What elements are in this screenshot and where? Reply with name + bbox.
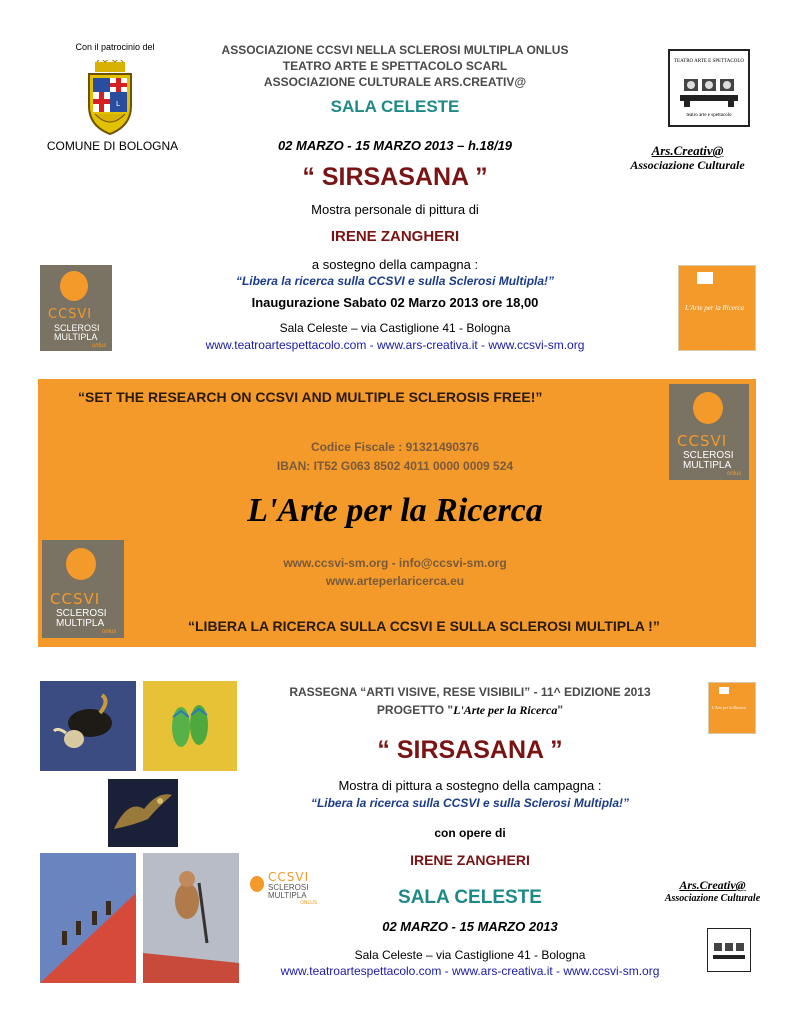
banner-english-slogan: “SET THE RESEARCH ON CCSVI AND MULTIPLE SCLEROSIS FREE!”	[78, 389, 543, 405]
org-line-1: ASSOCIAZIONE CCSVI NELLA SCLEROSI MULTIPLA ONLUS	[221, 43, 569, 57]
card-caption: L'Arte per la Ricerca	[685, 304, 744, 312]
campaign-slogan: “Libera la ricerca sulla CCSVI e sulla Sclerosi Multipla!”	[235, 274, 555, 288]
ars-creativa-name: Ars.Creativ@	[651, 143, 724, 158]
ccsvi-logo-onlus: ONLUS	[300, 900, 318, 906]
theatre-logo-bottom-text: teatro arte e spettacolo	[686, 113, 732, 118]
iban: IBAN: IT52 G063 8502 4011 0000 0009 524	[276, 459, 514, 473]
bottom-links[interactable]: www.teatroartespettacolo.com - www.ars-creativa.it - www.ccsvi-sm.org	[280, 964, 660, 978]
bottom-subtitle: Mostra di pittura a sostegno della campagna :	[338, 778, 602, 793]
campaign-intro: a sostegno della campagna :	[311, 257, 479, 272]
ccsvi-logo-onlus: onlus	[727, 471, 742, 477]
banner-script-title: L'Arte per la Ricerca	[247, 492, 543, 529]
bottom-ars-name: Ars.Creativ@	[679, 878, 746, 892]
ccsvi-logo-name: CCSVI	[48, 307, 93, 322]
bottom-venue: SALA CELESTE	[398, 887, 542, 908]
svg-text:L: L	[116, 100, 120, 108]
ccsvi-heart-icon	[250, 876, 264, 892]
ccsvi-logo-name: CCSVI	[268, 870, 310, 884]
ccsvi-logo-line2: MULTIPLA	[268, 891, 307, 900]
ccsvi-heart-icon	[66, 548, 96, 580]
ccsvi-logo-line1: SCLEROSI	[54, 323, 100, 333]
painting-eagle	[108, 779, 178, 847]
ccsvi-logo-name: CCSVI	[677, 432, 728, 450]
mini-logo-icon	[719, 687, 729, 694]
ccsvi-logo-line1: SCLEROSI	[683, 450, 734, 461]
bottom-ars-subtitle: Associazione Culturale	[664, 893, 761, 904]
ccsvi-logo-top	[40, 265, 112, 351]
arte-ricerca-card-bottom	[708, 682, 756, 734]
ccsvi-logo-line1: SCLEROSI	[268, 883, 309, 892]
arte-ricerca-card-top	[678, 265, 756, 351]
venue-title: SALA CELESTE	[330, 97, 460, 116]
progetto-prefix: PROGETTO "	[376, 703, 454, 717]
ccsvi-logo-name: CCSVI	[50, 590, 101, 608]
opening-info: Inaugurazione Sabato 02 Marzo 2013 ore 18,00	[251, 295, 539, 310]
bottom-campaign: “Libera la ricerca sulla CCSVI e sulla Sclerosi Multipla!”	[310, 796, 630, 810]
painting-bull	[40, 681, 136, 771]
ccsvi-logo-line1: SCLEROSI	[56, 608, 107, 619]
bottom-event-title: “ SIRSASANA ”	[377, 736, 563, 764]
ccsvi-logo-onlus: onlus	[102, 629, 117, 635]
progetto-script: L'Arte per la Ricerca	[453, 703, 558, 717]
bottom-address: Sala Celeste – via Castiglione 41 - Bologna	[354, 948, 586, 962]
ccsvi-heart-icon	[693, 392, 723, 424]
painting-monkey	[143, 853, 239, 983]
banner-italian-slogan: “LIBERA LA RICERCA SULLA CCSVI E SULLA SCLEROSI MULTIPLA !”	[188, 618, 660, 634]
rassegna-line: RASSEGNA “ARTI VISIVE, RESE VISIBILI” - 11^ EDIZIONE 2013	[289, 685, 651, 699]
card-caption: L'Arte per la Ricerca	[712, 705, 746, 710]
event-subtitle: Mostra personale di pittura di	[311, 202, 479, 217]
event-dates: 02 MARZO - 15 MARZO 2013 – h.18/19	[277, 138, 513, 153]
patronage-label: Con il patrocinio del	[75, 42, 155, 52]
progetto-line	[290, 703, 650, 718]
ccsvi-logo-bottom	[248, 870, 338, 906]
banner-web-1[interactable]: www.ccsvi-sm.org - info@ccsvi-sm.org	[283, 556, 507, 570]
ccsvi-logo-line2: MULTIPLA	[683, 460, 732, 471]
artist-name: IRENE ZANGHERI	[330, 228, 460, 245]
theatre-logo-icon	[668, 49, 750, 127]
ccsvi-logo-banner-left	[42, 540, 124, 638]
theatre-logo-small-icon	[707, 928, 751, 972]
ccsvi-logo-onlus: onlus	[92, 343, 107, 349]
org-line-2: TEATRO ARTE E SPETTACOLO SCARL	[282, 59, 508, 73]
bologna-coat-of-arms-icon	[85, 60, 135, 136]
painting-figures	[40, 853, 136, 983]
ccsvi-heart-icon	[60, 271, 88, 301]
banner-web-2[interactable]: www.arteperlaricerca.eu	[325, 574, 465, 588]
painting-flip-flops	[143, 681, 237, 771]
bottom-artist: IRENE ZANGHERI	[410, 852, 530, 868]
ccsvi-logo-line2: MULTIPLA	[54, 332, 98, 342]
ccsvi-logo-line2: MULTIPLA	[56, 618, 105, 629]
con-opere-label: con opere di	[434, 826, 506, 840]
event-title: “ SIRSASANA ”	[302, 163, 488, 191]
progetto-suffix: "	[557, 703, 564, 717]
fiscal-code: Codice Fiscale : 91321490376	[310, 440, 480, 454]
ccsvi-logo-banner-right	[669, 384, 749, 480]
website-links[interactable]: www.teatroartespettacolo.com - www.ars-creativa.it - www.ccsvi-sm.org	[205, 338, 585, 352]
mini-logo-icon	[697, 272, 713, 284]
theatre-logo-top-text: TEATRO ARTE E SPETTACOLO	[674, 59, 744, 64]
comune-label: COMUNE DI BOLOGNA	[46, 139, 179, 153]
ars-creativa-subtitle: Associazione Culturale	[630, 158, 745, 172]
bottom-dates: 02 MARZO - 15 MARZO 2013	[382, 919, 558, 934]
org-line-3: ASSOCIAZIONE CULTURALE ARS.CREATIV@	[263, 75, 527, 89]
address-line: Sala Celeste – via Castiglione 41 - Bologna	[279, 321, 511, 335]
